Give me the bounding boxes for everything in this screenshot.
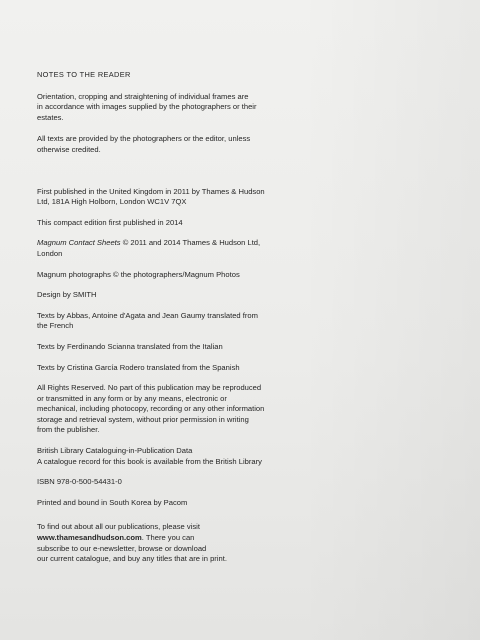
publisher-footer [37, 522, 297, 564]
copyright-line-1 [37, 238, 297, 249]
printed-by: Printed and bound in South Korea by Pacom [37, 497, 188, 507]
rights-line-2: or transmitted in any form or by any means, electronic or [37, 393, 227, 403]
rights-line-5: from the publisher. [37, 425, 100, 435]
design-credit: Design by SMITH [37, 290, 97, 300]
compact-edition: This compact edition first published in 2014 [37, 217, 183, 227]
texts-note [37, 134, 297, 155]
footer-line-1: To find out about all our publications, please visit [37, 522, 200, 532]
notes-heading: NOTES TO THE READER [37, 70, 131, 79]
french-translation-line-2: the French [37, 321, 74, 331]
rights-line-4: storage and retrieval system, without prior permission in writing [37, 414, 249, 424]
spanish-translation-credit: Texts by Cristina García Rodero translated from the Spanish [37, 362, 240, 372]
copyright-line-2: London [37, 248, 63, 258]
copyright-holder: © 2011 and 2014 Thames & Hudson Ltd, [120, 238, 261, 248]
orientation-line-1: Orientation, cropping and straightening of individual frames are [37, 91, 249, 101]
copyright-page-text [37, 70, 297, 565]
first-published-line-1: First published in the United Kingdom in 2011 by Thames & Hudson [37, 186, 265, 196]
first-published-line-2: Ltd, 181A High Holborn, London WC1V 7QX [37, 197, 187, 207]
french-translation-line-1: Texts by Abbas, Antoine d'Agata and Jean Gaumy translated from [37, 310, 258, 320]
cataloguing-line-2: A catalogue record for this book is available from the British Library [37, 456, 262, 466]
isbn: ISBN 978-0-500-54431-0 [37, 477, 122, 487]
footer-line-3: subscribe to our e-newsletter, browse or download [37, 543, 207, 553]
footer-line-2 [37, 533, 297, 544]
orientation-line-3: estates. [37, 112, 64, 122]
page-shading [300, 0, 480, 640]
rights-line-3: mechanical, including photocopy, recording or any other information [37, 404, 265, 414]
book-title: Magnum Contact Sheets [37, 238, 121, 248]
cataloguing-line-1: British Library Cataloguing-in-Publication Data [37, 446, 193, 456]
photographs-credit: Magnum photographs © the photographers/Magnum Photos [37, 269, 240, 279]
rights-line-1: All Rights Reserved. No part of this publication may be reproduced [37, 383, 262, 393]
footer-line-2-rest: . There you can [141, 533, 195, 543]
copyright-notice [37, 238, 297, 259]
orientation-line-2: in accordance with images supplied by the photographers or their [37, 102, 257, 112]
publisher-website-link[interactable]: www.thamesandhudson.com [37, 533, 142, 543]
footer-line-4: our current catalogue, and buy any titles that are in print. [37, 554, 227, 564]
rights-reserved [37, 383, 297, 436]
texts-note-line-2: otherwise credited. [37, 144, 101, 154]
italian-translation-credit: Texts by Ferdinando Scianna translated from the Italian [37, 341, 223, 351]
texts-note-line-1: All texts are provided by the photographers or the editor, unless [37, 134, 251, 144]
first-published [37, 187, 297, 208]
french-translation-credit [37, 311, 297, 332]
orientation-note [37, 92, 297, 124]
cataloguing-data [37, 446, 297, 467]
